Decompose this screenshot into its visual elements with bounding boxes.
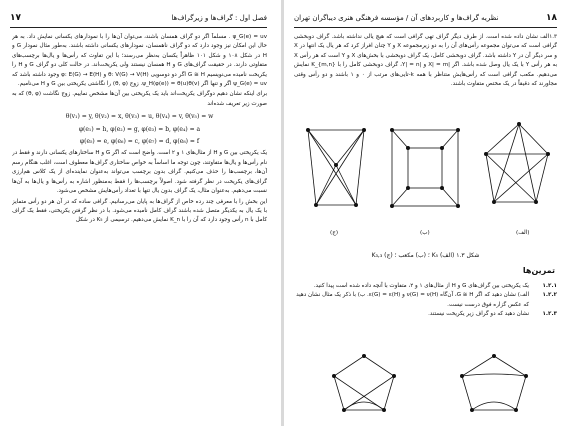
right-page — [284, 0, 567, 426]
paragraph: ۱.۳الف نشان داده شده است. از طرف دیگر گراف تهی گرافی است که هیچ یالی نداشته باشد. گراف دوبخشی گرافی است که می‌توان مجموعه رأس‌های آن را به دو زیرمجموعه X و Y چنان افراز کرد که هر یال یک انتها در X و سر دیگر آن در Y داشته باشد. گراف دوبخشی کامل، یک گراف دوبخشی با بخش‌های X و Y است که هر رأس X به هر رأس Y با یک یال وصل شده باشد. اگر |X| = m و |Y| = n، گراف دوبخشی کامل را با K_{m,n} نمایش می‌دهیم. مکعب گرافی است که رأس‌هایش متناظر با همه k-تایی‌های مرتب از ۰ و ۱ باشند و دو رأس وقتی مجاورند که دقیقاً در یک مختص متفاوت باشند. — [294, 34, 557, 88]
exercise-item — [294, 291, 557, 310]
graph-k5 — [308, 130, 364, 205]
exercise-figures — [294, 350, 557, 420]
exercise-text: الف) نشان دهید که اگر G ≅ H، آن‌گاه ν(G) = ν(H) و ε(G) = ε(H). ب) با ذکر یک مثال نشان دهید که عکس گزاره فوق درست نیست. — [296, 292, 529, 308]
left-page-header — [10, 12, 267, 24]
exercise-text: یک یکریختی بین گراف‌های G و H از مثال‌های ۱ و ۲، متفاوت با آنچه داده شده است پیدا کنید. — [313, 283, 529, 289]
exercise-list — [294, 282, 557, 320]
graph-pentagon-k5 — [486, 124, 548, 202]
figure-label: (ب) — [420, 230, 430, 236]
left-page-body — [12, 33, 267, 227]
header-rule — [10, 27, 267, 28]
header-rule — [294, 27, 557, 28]
exercise-item — [294, 282, 557, 291]
figure-label: (الف) — [516, 230, 530, 236]
formula: θ(v₁) = y, θ(v₂) = x, θ(v₃) = u, θ(v₄) = v, θ(v₅) = w — [65, 113, 214, 121]
exercise-number: ۱.۲.۳ — [542, 311, 557, 318]
exercise-item — [294, 310, 557, 319]
running-head: نظریه گراف‌ها و کاربردهای آن / مؤسسه فرهنگی هنری دیباگران تهران — [294, 14, 499, 22]
figure-graphs — [294, 110, 557, 260]
right-page-body — [294, 33, 557, 105]
exercise-number: ۱.۲.۱ — [542, 283, 557, 289]
page-number: ۱۸ — [546, 13, 557, 23]
paragraph: برای اینکه نشان دهیم دوگراف یکریخت‌اند باید یک یکریختی بین آن‌ها مشخص نماییم. زوج نگاشت (θ, φ) که به صورت زیر تعریف شده‌اند — [12, 91, 267, 107]
figure-label: (ج) — [330, 230, 338, 236]
formula: φ(e₁) = h, φ(e₂) = g, φ(e₃) = b, φ(e₄) = a — [78, 125, 201, 133]
left-page — [0, 0, 281, 426]
graph-exercise-left — [334, 356, 394, 410]
page-number: ۱۷ — [10, 13, 21, 23]
section-title: تمرین‌ها — [522, 266, 555, 275]
figure-svg — [294, 110, 557, 250]
running-head: فصل اول : گراف‌ها و زیرگراف‌ها — [171, 14, 267, 22]
paragraph: این بخش را با معرفی چند رده خاص از گراف‌ها به پایان می‌رسانیم. گرافی ساده که در آن هر دو رأس متمایز با یک یال به یکدیگر متصل شده باشند گراف کامل نامیده می‌شود. با در نظر گرفتن یکریختی، فقط یک گراف کامل با n رأس وجود دارد که آن را با K_n نمایش می‌دهیم. ترسیمی از K₅ در شکل — [12, 198, 267, 224]
paragraph: ψ_G(e) = uv . مسلماً اگر دو گراف همسان باشند، می‌توان آن‌ها را با نمودارهای یکسانی نمایش داد. به هر حال این امکان نیز وجود دارد که دو گراف ناهمسان، نمودارهای یکسانی داشته باشند. به‌طور مثال نمودار G و H در شکل ۱۰۸ و شکل ۱۰۱ ظاهراً یکسان به‌نظر می‌رسند؛ با این تفاوت که رأس‌ها و یال‌ها برچسب‌های متفاوتی دارند. در حقیقت گراف‌های G و H همسان نیستند ولی یکریخت‌اند. در حالت کلی دو گراف G و H را یکریخت نامیده می‌نویسیم G ≅ H اگر دو دوسویی θ: V(G) → V(H) و φ: E(G) → E(H) وجود داشته باشد که ψ_G(e) = uv اگر و تنها اگر ψ_H(φ(e)) = θ(u)θ(v). زوج (θ, φ) را نگاشتی یکریختی بین G و H می‌نامیم. — [12, 34, 267, 88]
figure-caption: شکل ۱.۳ (الف) K₅ ؛ (ب) مکعب ؛ (ج) K₃,₃ — [371, 252, 480, 259]
exercise-svg — [294, 350, 557, 420]
exercise-text: نشان دهید که دو گراف زیر یکریخت نیستند. — [428, 311, 529, 318]
formula: φ(e₅) = e, φ(e₆) = c, φ(e₇) = d, φ(e₈) = f — [79, 138, 200, 146]
exercise-number: ۱.۲.۲ — [542, 292, 557, 299]
right-page-header — [294, 12, 557, 24]
paragraph: یک یکریختی بین G و H از مثال‌های ۱ و ۲ است. واضح است که اگر G و H ساختارهای یکسانی دارند و فقط در نام رأس‌ها و یال‌ها متفاوتند، چون توجه ما اساساً به خواص ساختاری گراف‌ها معطوف است، اغلب هنگام رسم آن‌ها، برچسب‌ها را حذف می‌کنیم. گراف بدون برچسب می‌تواند به‌عنوان نماینده‌ای از یک کلاس هم‌ارزی گراف‌های یکریخت در نظر گرفته شود. اصولاً برچسب‌ها را فقط به‌منظور اشاره به رأس‌ها و یال‌ها به آن‌ها نسبت می‌دهیم. به‌عنوان مثال، یک گراف بدون یال تنها با تعداد رأس‌هایش مشخص می‌شود. — [12, 150, 267, 195]
graph-cube — [392, 130, 458, 206]
graph-exercise-right — [462, 356, 526, 410]
